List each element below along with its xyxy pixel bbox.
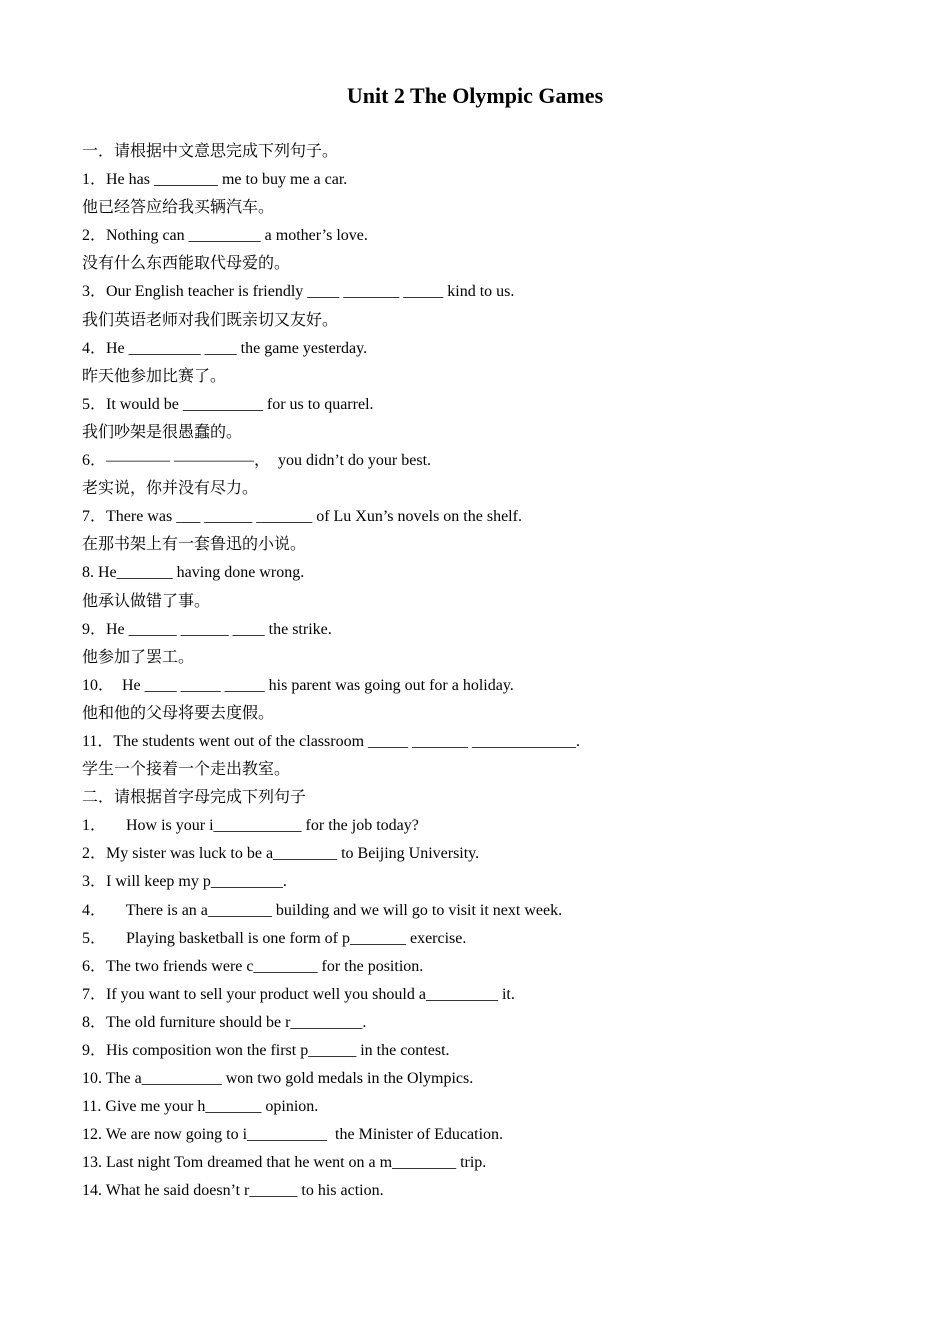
exercise-9-sentence: 9．He ______ ______ ____ the strike. <box>82 620 332 638</box>
initial-letter-item-5: 5． Playing basketball is one form of p_______ exercise. <box>82 929 467 947</box>
exercise-4-translation: 昨天他参加比赛了。 <box>82 367 227 385</box>
initial-letter-item-2: 2．My sister was luck to be a________ to Beijing University. <box>82 845 480 863</box>
initial-letter-item-9: 9．His composition won the first p______ in the contest. <box>82 1042 450 1059</box>
exercise-10-sentence: 10． He ____ _____ _____ his parent was going out for a holiday. <box>82 676 514 694</box>
section-2-heading: 二．请根据首字母完成下列句子 <box>82 789 307 807</box>
exercise-11-translation: 学生一个接着一个走出教室。 <box>82 761 291 779</box>
initial-letter-item-6: 6．The two friends were c________ for the position. <box>82 957 424 975</box>
exercise-4-sentence: 4．He _________ ____ the game yesterday. <box>82 339 368 357</box>
initial-letter-item-8: 8．The old furniture should be r_________. <box>82 1013 367 1031</box>
exercise-7-translation: 在那书架上有一套鲁迅的小说。 <box>82 536 307 554</box>
exercise-3-translation: 我们英语老师对我们既亲切又友好。 <box>82 311 339 329</box>
exercise-10-translation: 他和他的父母将要去度假。 <box>82 704 275 722</box>
exercise-8-translation: 他承认做错了事。 <box>82 592 211 610</box>
document-title: Unit 2 The Olympic Games <box>346 83 604 108</box>
initial-letter-item-3: 3．I will keep my p_________. <box>82 873 287 891</box>
section-1-heading: 一．请根据中文意思完成下列句子。 <box>82 143 339 160</box>
initial-letter-item-4: 4． There is an a________ building and we will go to visit it next week. <box>82 901 563 919</box>
exercise-9-translation: 他参加了罢工。 <box>82 648 195 666</box>
exercise-6-translation: 老实说，你并没有尽力。 <box>82 480 259 498</box>
initial-letter-item-12: 12. We are now going to i__________ the Minister of Education. <box>82 1126 504 1144</box>
initial-letter-item-14: 14. What he said doesn’t r______ to his action. <box>82 1182 384 1200</box>
exercise-2-sentence: 2．Nothing can _________ a mother’s love. <box>82 227 368 245</box>
initial-letter-item-10: 10. The a__________ won two gold medals in the Olympics. <box>82 1070 474 1088</box>
document-body <box>82 138 882 1206</box>
initial-letter-item-7: 7．If you want to sell your product well you should a_________ it. <box>82 985 515 1003</box>
exercise-3-sentence: 3．Our English teacher is friendly ____ _______ _____ kind to us. <box>82 283 515 301</box>
exercise-5-translation: 我们吵架是很愚蠢的。 <box>82 423 243 441</box>
exercise-2-translation: 没有什么东西能取代母爱的。 <box>82 255 291 273</box>
exercise-8-sentence: 8. He_______ having done wrong. <box>82 564 305 582</box>
exercise-5-sentence: 5．It would be __________ for us to quarrel. <box>82 395 374 413</box>
exercise-1-translation: 他已经答应给我买辆汽车。 <box>82 199 275 217</box>
exercise-6-sentence: 6．———— —————， you didn’t do your best. <box>82 452 432 470</box>
exercise-7-sentence: 7．There was ___ ______ _______ of Lu Xun’s novels on the shelf. <box>82 508 522 526</box>
initial-letter-item-11: 11. Give me your h_______ opinion. <box>82 1098 319 1116</box>
exercise-1-sentence: 1．He has ________ me to buy me a car. <box>82 171 348 189</box>
initial-letter-item-13: 13. Last night Tom dreamed that he went on a m________ trip. <box>82 1154 487 1172</box>
initial-letter-item-1: 1． How is your i___________ for the job today? <box>82 817 419 835</box>
exercise-11-sentence: 11．The students went out of the classroom _____ _______ _____________. <box>82 732 581 750</box>
